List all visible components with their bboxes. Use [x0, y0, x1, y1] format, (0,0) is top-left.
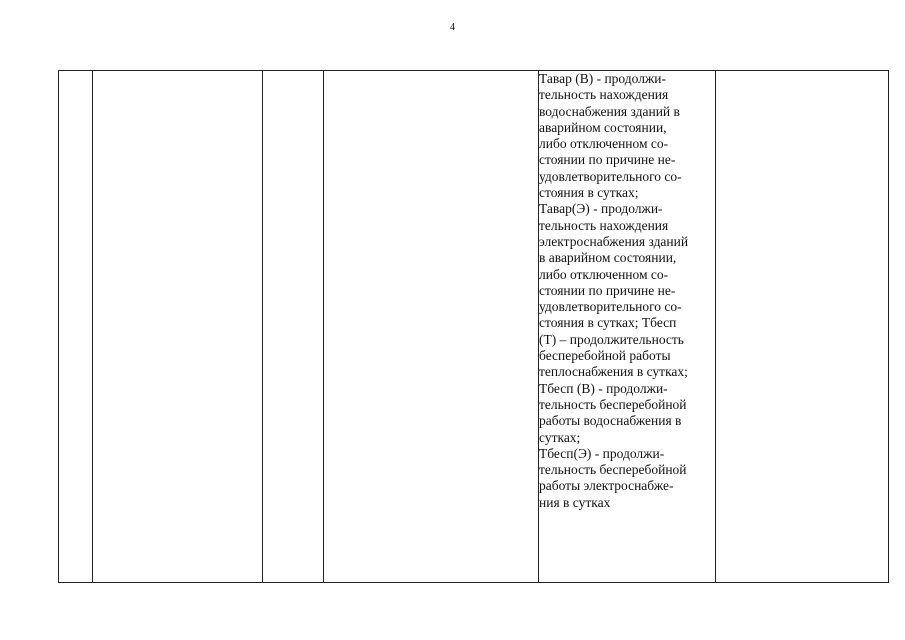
cell-text-line: в аварийном состоянии,	[539, 250, 677, 266]
cell-text-line: Тбесп (В) - продолжи-	[539, 380, 668, 396]
table-cell-unit	[263, 71, 324, 583]
cell-text-line: работы электроснабже-	[539, 478, 674, 494]
cell-text-line: аварийном состоянии,	[539, 119, 667, 135]
table-row	[59, 71, 889, 583]
cell-text-line: тельность бесперебойной	[539, 462, 687, 478]
table-cell-description	[324, 71, 539, 583]
cell-text-line: ния в сутках	[539, 494, 611, 510]
cell-text-line: водоснабжения зданий в	[539, 103, 680, 119]
table-cell-formula-notes	[539, 71, 716, 583]
cell-text-line: (Т) – продолжительность	[539, 331, 684, 347]
cell-text-line: Тавар (В) - продолжи-	[539, 71, 667, 86]
cell-text-line: стояния в сутках;	[539, 185, 639, 201]
cell-text-line: Тавар(Э) - продолжи-	[539, 201, 663, 217]
cell-text-line: бесперебойной работы	[539, 348, 671, 364]
cell-text-line: стоянии по причине не-	[539, 282, 676, 298]
cell-text-line: электроснабжения зданий	[539, 233, 689, 249]
cell-text-line: тельность бесперебойной	[539, 396, 687, 412]
cell-text-line: теплоснабжения в сутках;	[539, 364, 688, 380]
table-cell-name	[93, 71, 263, 583]
table-cell-number	[59, 71, 93, 583]
cell-text-line: сутках;	[539, 429, 581, 445]
cell-text-line: Тбесп(Э) - продолжи-	[539, 445, 665, 461]
cell-text-line: удовлетворительного со-	[539, 168, 682, 184]
cell-text-line: тельность нахождения	[539, 87, 669, 103]
cell-text-line: либо отключенном со-	[539, 136, 669, 152]
cell-text-line: либо отключенном со-	[539, 266, 669, 282]
table-cell-last	[716, 71, 889, 583]
cell-text-line: работы водоснабжения в	[539, 413, 682, 429]
page-number: 4	[450, 22, 455, 33]
document-table	[58, 70, 889, 583]
cell-text-line: стояния в сутках; Тбесп	[539, 315, 677, 331]
cell-text-line: тельность нахождения	[539, 217, 669, 233]
cell-text-line: стоянии по причине не-	[539, 152, 676, 168]
cell-text-line: удовлетворительного со-	[539, 299, 682, 315]
